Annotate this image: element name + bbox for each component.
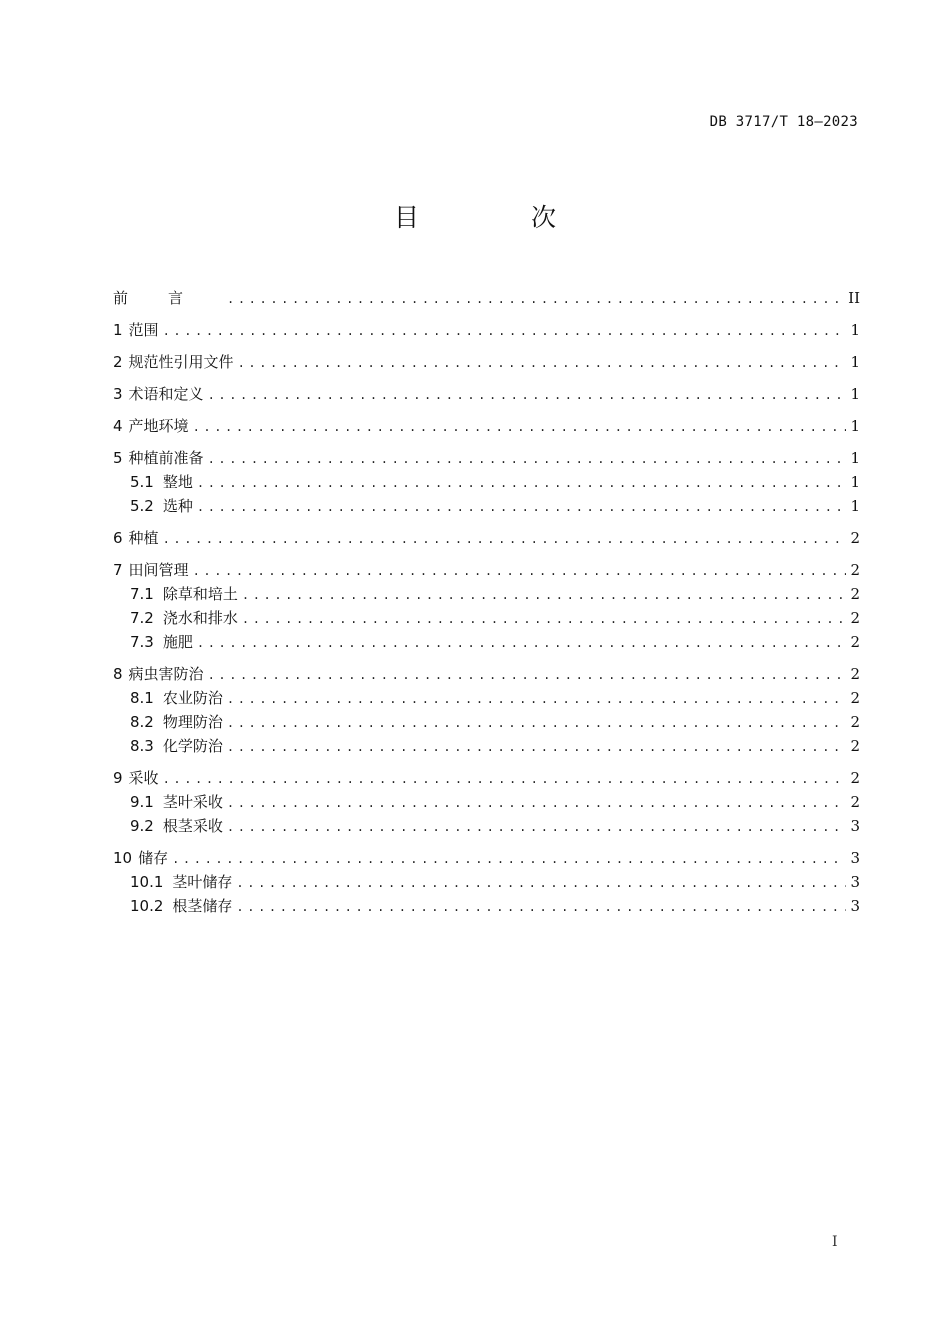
toc-entry-page: 2 [850, 793, 860, 811]
toc-entry-label: 物理防治 [162, 713, 223, 731]
toc-entry[interactable] [113, 790, 860, 814]
toc-entry-number: 1 [113, 321, 123, 339]
toc-entry-number: 5.2 [130, 497, 154, 515]
toc-entry-page: 2 [850, 561, 860, 579]
toc-entry-label: 除草和培土 [162, 585, 238, 603]
dot-leader [227, 687, 846, 711]
toc-entry-number: 4 [113, 417, 123, 435]
toc-entry[interactable] [113, 814, 860, 838]
toc-entry-label: 术语和定义 [128, 385, 204, 403]
toc-entry-label: 根茎采收 [162, 817, 223, 835]
toc-entry-label: 根茎储存 [172, 897, 233, 915]
toc-entry-number: 7.2 [130, 609, 154, 627]
toc-entry[interactable] [113, 382, 860, 406]
toc-entry-label: 农业防治 [162, 689, 223, 707]
toc-entry-label: 化学防治 [162, 737, 223, 755]
toc-entry-page: 2 [850, 529, 860, 547]
dot-leader [242, 583, 846, 607]
toc-entry[interactable] [113, 558, 860, 582]
toc-entry-number: 8.3 [130, 737, 154, 755]
toc-entry-page: 3 [850, 817, 860, 835]
toc-entry-page: 2 [850, 665, 860, 683]
toc-entry-label: 采收 [128, 769, 159, 787]
toc-entry[interactable] [113, 446, 860, 470]
toc-entry-page: 2 [850, 585, 860, 603]
toc-entry-label: 规范性引用文件 [128, 353, 234, 371]
toc-entry-label: 茎叶储存 [172, 873, 233, 891]
toc-entry-number: 3 [113, 385, 123, 403]
toc-entry[interactable] [113, 686, 860, 710]
toc-entry[interactable] [113, 350, 860, 374]
toc-entry-page: 3 [850, 849, 860, 867]
dot-leader [163, 527, 846, 551]
toc-entry[interactable] [113, 526, 860, 550]
toc-entry[interactable] [113, 894, 860, 918]
table-of-contents [113, 286, 860, 918]
toc-entry-page: 2 [850, 609, 860, 627]
document-code: DB 3717/T 18—2023 [709, 114, 858, 130]
dot-leader [163, 767, 846, 791]
dot-leader [227, 711, 846, 735]
dot-leader [208, 663, 846, 687]
dot-leader [197, 495, 846, 519]
toc-entry[interactable] [113, 286, 860, 310]
dot-leader [208, 447, 846, 471]
toc-entry-label: 田间管理 [128, 561, 189, 579]
toc-entry-label: 茎叶采收 [162, 793, 223, 811]
dot-leader [208, 383, 846, 407]
toc-entry-number: 2 [113, 353, 123, 371]
dot-leader [197, 631, 846, 655]
toc-entry-number: 9 [113, 769, 123, 787]
toc-entry-number: 9.1 [130, 793, 154, 811]
toc-entry-number: 10.2 [130, 897, 164, 915]
toc-entry-page: 1 [850, 417, 860, 435]
toc-entry[interactable] [113, 870, 860, 894]
toc-entry[interactable] [113, 494, 860, 518]
page-number: I [832, 1234, 838, 1250]
toc-entry-label: 病虫害防治 [128, 665, 204, 683]
toc-entry-page: 3 [850, 897, 860, 915]
dot-leader [193, 415, 846, 439]
toc-entry[interactable] [113, 630, 860, 654]
toc-entry-number: 8.2 [130, 713, 154, 731]
toc-entry-page: 2 [850, 689, 860, 707]
toc-entry-label: 选种 [162, 497, 193, 515]
dot-leader [236, 871, 846, 895]
toc-entry-label: 施肥 [162, 633, 193, 651]
toc-entry-label: 浇水和排水 [162, 609, 238, 627]
toc-entry-number: 7.1 [130, 585, 154, 603]
toc-entry-label: 种植 [128, 529, 159, 547]
toc-entry-page: 2 [850, 633, 860, 651]
toc-entry[interactable] [113, 414, 860, 438]
toc-entry-number: 8 [113, 665, 123, 683]
dot-leader [242, 607, 846, 631]
toc-entry[interactable] [113, 582, 860, 606]
toc-entry-label: 范围 [128, 321, 159, 339]
toc-entry-number: 8.1 [130, 689, 154, 707]
toc-entry-page: 2 [850, 737, 860, 755]
toc-entry-page: II [848, 289, 860, 307]
toc-entry[interactable] [113, 734, 860, 758]
toc-entry[interactable] [113, 766, 860, 790]
toc-entry-label: 种植前准备 [128, 449, 204, 467]
toc-entry-number: 5 [113, 449, 123, 467]
toc-entry-label: 前言 [113, 289, 224, 307]
toc-entry-page: 1 [850, 497, 860, 515]
toc-entry-page: 1 [850, 385, 860, 403]
toc-entry-label: 产地环境 [128, 417, 189, 435]
dot-leader [197, 471, 846, 495]
toc-entry-number: 7 [113, 561, 123, 579]
toc-entry-label: 储存 [138, 849, 169, 867]
dot-leader [227, 815, 846, 839]
toc-entry-number: 5.1 [130, 473, 154, 491]
dot-leader [236, 895, 846, 919]
toc-entry-number: 10.1 [130, 873, 164, 891]
toc-entry-number: 10 [113, 849, 133, 867]
toc-entry-page: 2 [850, 769, 860, 787]
toc-entry[interactable] [113, 662, 860, 686]
dot-leader [163, 319, 846, 343]
toc-entry[interactable] [113, 606, 860, 630]
dot-leader [172, 847, 846, 871]
toc-entry-number: 7.3 [130, 633, 154, 651]
toc-title: 目 次 [394, 203, 608, 232]
dot-leader [238, 351, 846, 375]
dot-leader [227, 735, 846, 759]
toc-entry[interactable] [113, 710, 860, 734]
dot-leader [227, 287, 844, 311]
dot-leader [193, 559, 846, 583]
toc-entry-number: 9.2 [130, 817, 154, 835]
toc-entry-page: 1 [850, 321, 860, 339]
toc-entry[interactable] [113, 318, 860, 342]
toc-entry-number: 6 [113, 529, 123, 547]
toc-entry-page: 1 [850, 353, 860, 371]
toc-entry[interactable] [113, 846, 860, 870]
toc-entry-label: 整地 [162, 473, 193, 491]
toc-entry-page: 2 [850, 713, 860, 731]
toc-entry-page: 3 [850, 873, 860, 891]
toc-entry[interactable] [113, 470, 860, 494]
toc-entry-page: 1 [850, 473, 860, 491]
toc-entry-page: 1 [850, 449, 860, 467]
dot-leader [227, 791, 846, 815]
